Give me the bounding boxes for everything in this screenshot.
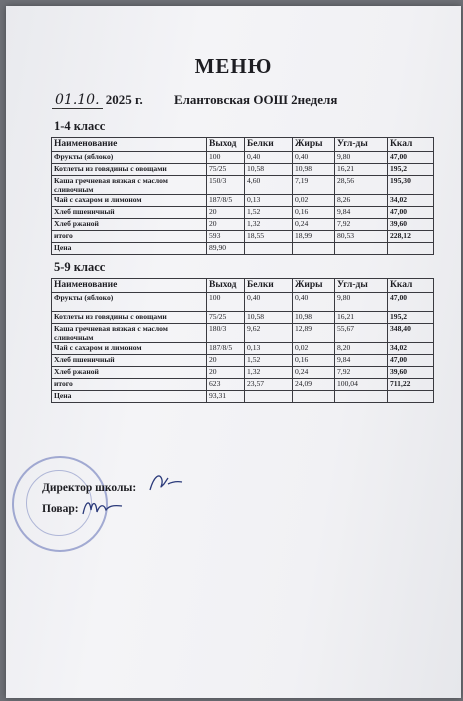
dish-kcal: 47,00 [388,355,434,367]
table-row [52,152,434,164]
cook-label: Повар: [42,503,79,515]
dish-yield: 180/3 [207,324,245,343]
dish-carbs: 28,56 [335,176,388,195]
menu-table-2 [51,278,434,403]
dish-kcal: 39,60 [388,367,434,379]
dish-name: Чай с сахаром и лимоном [52,195,207,207]
dish-kcal: 34,02 [388,195,434,207]
table-row [52,312,434,324]
menu-sheet [6,6,461,698]
dish-kcal: 195,2 [388,312,434,324]
dish-protein: 0,40 [245,152,293,164]
dish-protein: 1,52 [245,355,293,367]
dish-kcal: 47,00 [388,293,434,312]
dish-fat: 10,98 [293,312,335,324]
total-protein: 23,57 [245,379,293,391]
dish-name: Чай с сахаром и лимоном [52,343,207,355]
total-protein: 18,55 [245,231,293,243]
dish-protein: 1,32 [245,367,293,379]
dish-carbs: 8,20 [335,343,388,355]
dish-carbs: 7,92 [335,367,388,379]
table-row-total [52,231,434,243]
dish-fat: 0,02 [293,195,335,207]
col-protein-header: Белки [245,279,293,293]
total-yield: 593 [207,231,245,243]
dish-carbs: 55,67 [335,324,388,343]
dish-kcal: 39,60 [388,219,434,231]
dish-protein: 9,62 [245,324,293,343]
dish-protein: 0,40 [245,293,293,312]
dish-name: Фрукты (яблоко) [52,152,207,164]
dish-carbs: 9,84 [335,355,388,367]
dish-protein: 0,13 [245,343,293,355]
dish-fat: 0,24 [293,219,335,231]
total-label: итого [52,379,207,391]
dish-carbs: 8,26 [335,195,388,207]
table-header-row [52,279,434,293]
section-label-2: 5-9 класс [54,260,106,274]
dish-fat: 10,98 [293,164,335,176]
table-row [52,293,434,312]
col-yield-header: Выход [207,279,245,293]
dish-yield: 75/25 [207,164,245,176]
dish-name: Хлеб пшеничный [52,355,207,367]
total-carbs: 80,53 [335,231,388,243]
dish-carbs: 7,92 [335,219,388,231]
section-label-1: 1-4 класс [54,119,106,133]
dish-name: Фрукты (яблоко) [52,293,207,312]
table-row-price [52,391,434,403]
page-title: МЕНЮ [194,54,273,78]
table-row [52,343,434,355]
dish-fat: 0,16 [293,355,335,367]
cook-signature [80,496,126,520]
table-row [52,207,434,219]
dish-kcal: 195,2 [388,164,434,176]
dish-name: Хлеб ржаной [52,367,207,379]
dish-yield: 75/25 [207,312,245,324]
table-row [52,367,434,379]
year-value: 2025 г. [105,92,143,107]
price-value: 89,90 [207,243,245,255]
total-carbs: 100,04 [335,379,388,391]
school-name: Елантовская ООШ 2неделя [173,92,338,107]
dish-protein: 10,58 [245,312,293,324]
col-protein-header: Белки [245,138,293,152]
dish-yield: 20 [207,367,245,379]
dish-protein: 10,58 [245,164,293,176]
price-value: 93,31 [207,391,245,403]
dish-yield: 20 [207,355,245,367]
table-row [52,219,434,231]
menu-table-1 [51,137,434,255]
dish-carbs: 9,84 [335,207,388,219]
dish-name: Каша гречневая вязкая с маслом сливочным [52,324,207,343]
date-value: 01.10. [52,92,103,109]
dish-yield: 187/8/5 [207,195,245,207]
dish-carbs: 9,80 [335,152,388,164]
dish-carbs: 16,21 [335,164,388,176]
total-label: итого [52,231,207,243]
dish-name: Каша гречневая вязкая с маслом сливочным [52,176,207,195]
col-kcal-header: Ккал [388,138,434,152]
total-yield: 623 [207,379,245,391]
col-fat-header: Жиры [293,279,335,293]
price-label: Цена [52,243,207,255]
total-kcal: 711,22 [388,379,434,391]
col-yield-header: Выход [207,138,245,152]
col-name-header: Наименование [52,279,207,293]
dish-protein: 4,60 [245,176,293,195]
table-row [52,355,434,367]
dish-kcal: 195,30 [388,176,434,195]
total-fat: 18,99 [293,231,335,243]
price-label: Цена [52,391,207,403]
dish-yield: 150/3 [207,176,245,195]
total-kcal: 228,12 [388,231,434,243]
dish-fat: 0,40 [293,293,335,312]
dish-yield: 20 [207,219,245,231]
dish-fat: 0,02 [293,343,335,355]
dish-yield: 100 [207,152,245,164]
dish-fat: 0,24 [293,367,335,379]
col-carbs-header: Угл-ды [335,138,388,152]
col-fat-header: Жиры [293,138,335,152]
dish-kcal: 47,00 [388,152,434,164]
dish-kcal: 348,40 [388,324,434,343]
col-name-header: Наименование [52,138,207,152]
col-carbs-header: Угл-ды [335,279,388,293]
dish-fat: 0,16 [293,207,335,219]
table-row-total [52,379,434,391]
dish-protein: 1,52 [245,207,293,219]
table-header-row [52,138,434,152]
dish-fat: 0,40 [293,152,335,164]
director-label: Директор школы: [42,482,137,494]
dish-carbs: 9,80 [335,293,388,312]
dish-yield: 20 [207,207,245,219]
dish-name: Котлеты из говядины с овощами [52,164,207,176]
col-kcal-header: Ккал [388,279,434,293]
dish-fat: 12,89 [293,324,335,343]
dish-protein: 1,32 [245,219,293,231]
table-row-price [52,243,434,255]
table-row [52,195,434,207]
dish-kcal: 47,00 [388,207,434,219]
dish-yield: 100 [207,293,245,312]
dish-name: Котлеты из говядины с овощами [52,312,207,324]
dish-carbs: 16,21 [335,312,388,324]
director-signature [146,470,186,496]
dish-protein: 0,13 [245,195,293,207]
dish-kcal: 34,02 [388,343,434,355]
date-line [52,92,337,108]
table-row [52,164,434,176]
dish-name: Хлеб ржаной [52,219,207,231]
dish-name: Хлеб пшеничный [52,207,207,219]
dish-yield: 187/8/5 [207,343,245,355]
total-fat: 24,09 [293,379,335,391]
table-row [52,324,434,343]
dish-fat: 7,19 [293,176,335,195]
table-row [52,176,434,195]
